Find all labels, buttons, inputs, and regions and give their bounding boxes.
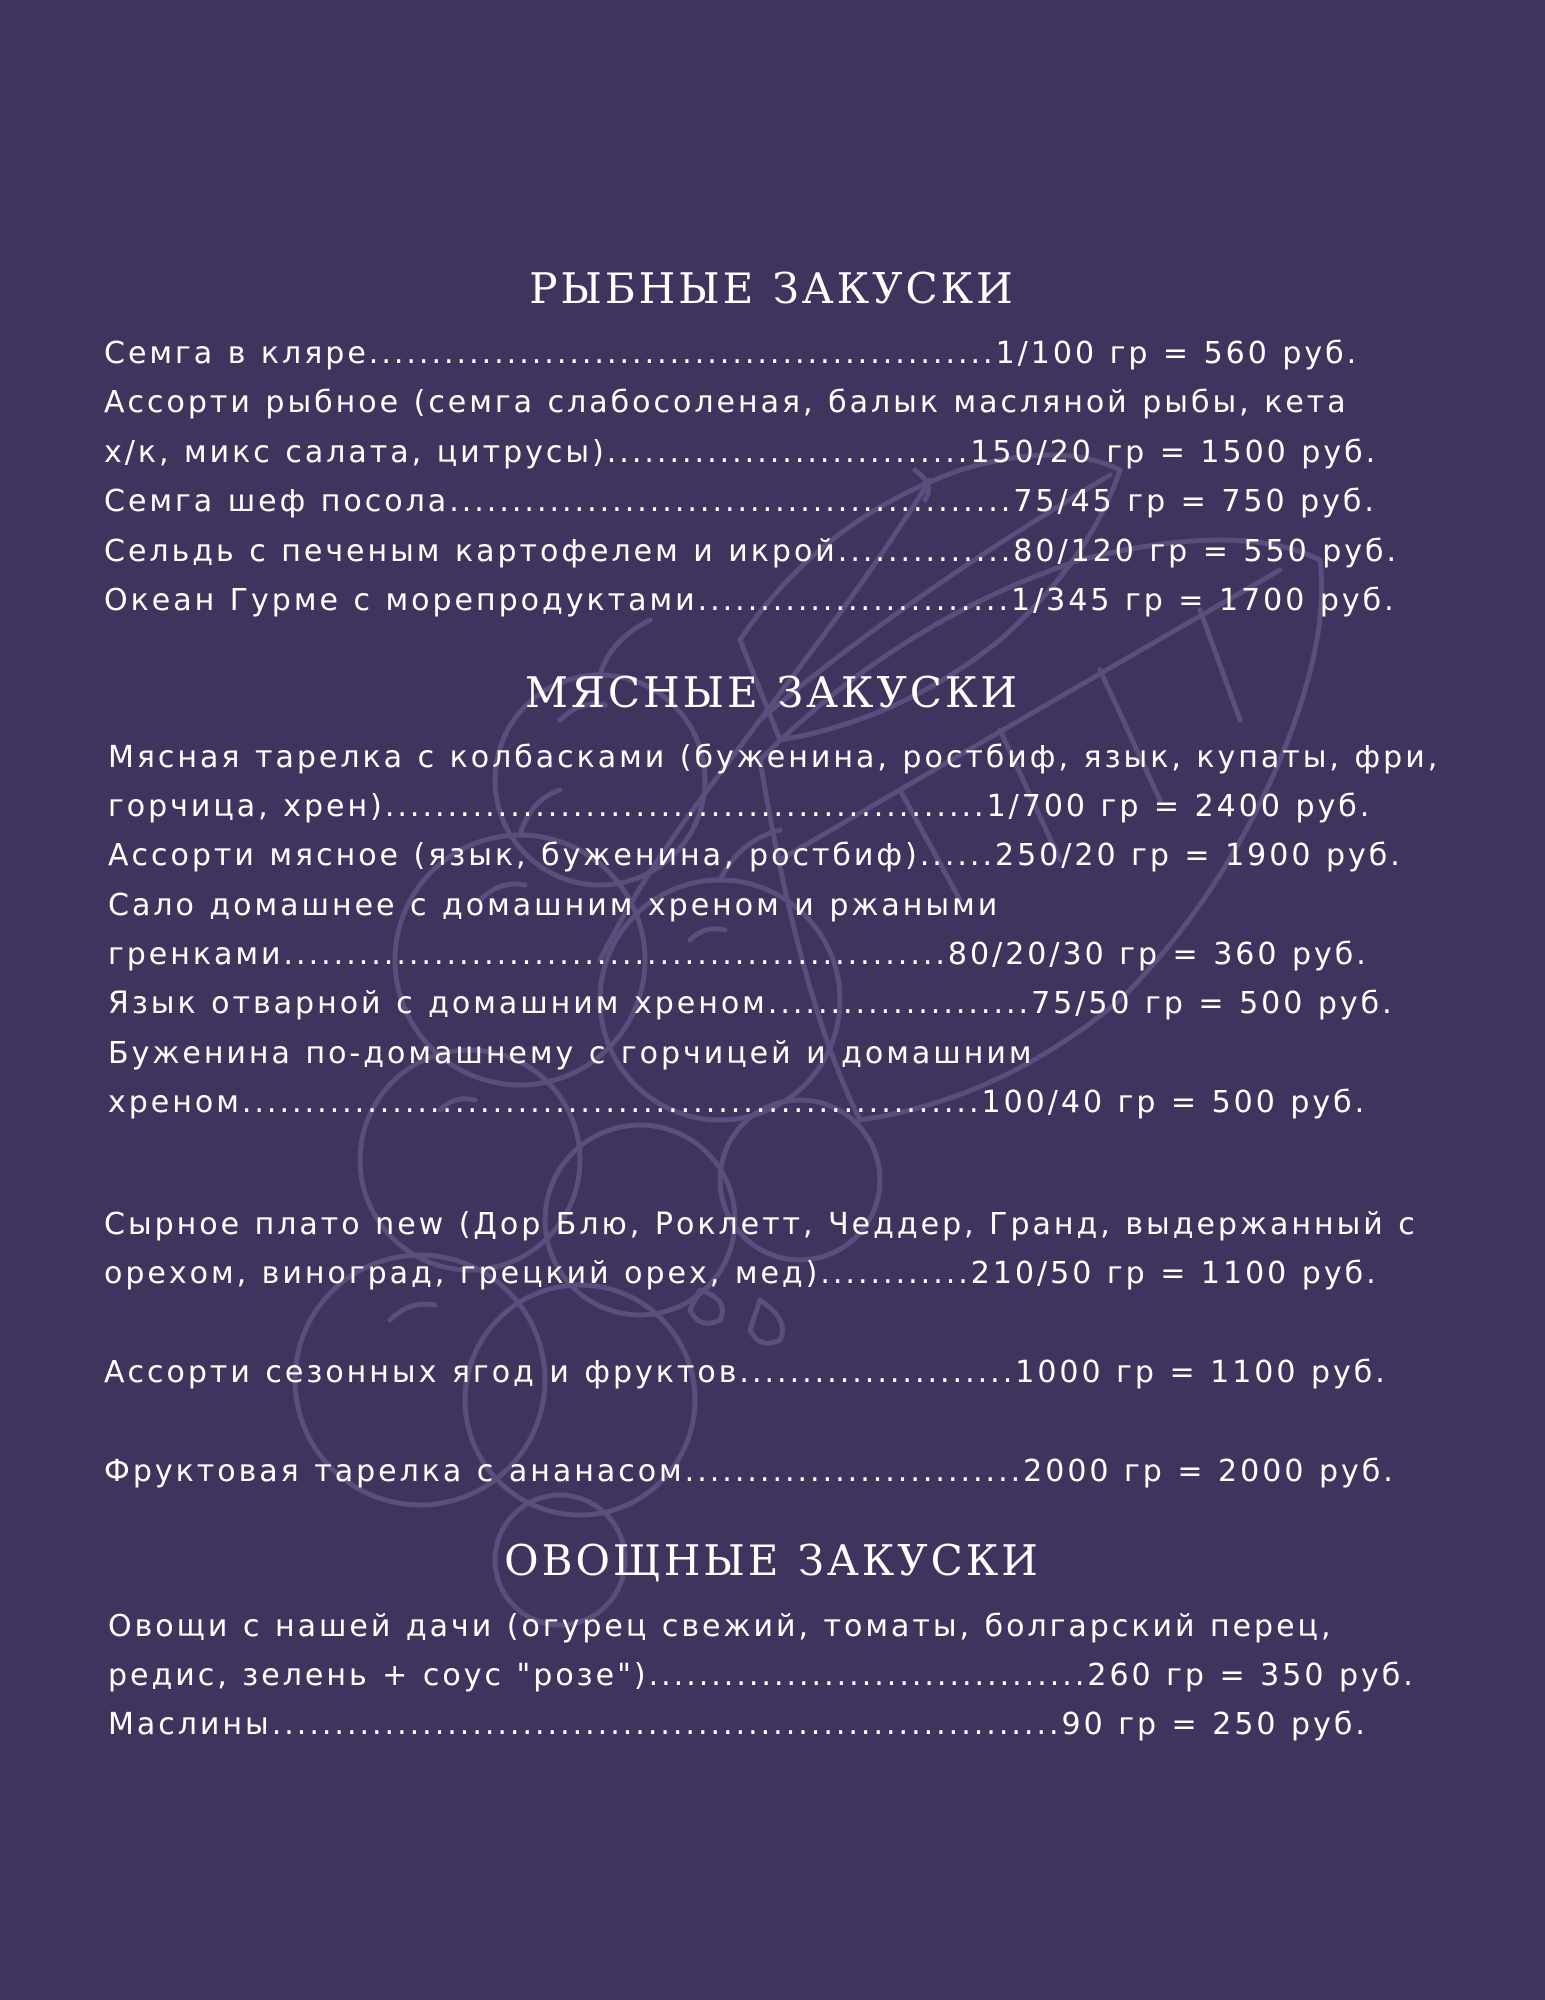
menu-line: Семга шеф посола.............................................75/45 гр = 750 руб. [104,484,1377,519]
menu-line: Фруктовая тарелка с ананасом...........................2000 гр = 2000 руб. [104,1454,1396,1489]
menu-line: Маслины...............................................................90 гр = 250 руб. [108,1707,1368,1742]
menu-line: Ассорти рыбное (семга слабосоленая, балык масляной рыбы, кета [104,385,1349,420]
section-title-vegetable: ОВОЩНЫЕ ЗАКУСКИ [504,1536,1041,1585]
menu-line: редис, зелень + соус "розе")...................................260 гр = 350 руб. [108,1658,1416,1693]
menu-line: Сало домашнее с домашним хреном и ржаными [108,888,1001,923]
menu-line: Овощи с нашей дачи (огурец свежий, томаты, болгарский перец, [108,1609,1334,1644]
menu-line: Ассорти мясное (язык, буженина, ростбиф)......250/20 гр = 1900 руб. [108,838,1403,873]
menu-line: Мясная тарелка с колбасками (буженина, ростбиф, язык, купаты, фри, [108,740,1441,775]
menu-line: Океан Гурме с морепродуктами.........................1/345 гр = 1700 руб. [104,583,1397,618]
menu-line: Буженина по-домашнему с горчицей и домашним [108,1036,1035,1071]
menu-line: Сырное плато new (Дор Блю, Роклетт, Чеддер, Гранд, выдержанный с [104,1207,1418,1242]
menu-line: Язык отварной с домашним хреном.....................75/50 гр = 500 руб. [108,986,1395,1021]
menu-line: х/к, микс салата, цитрусы).............................150/20 гр = 1500 руб. [104,435,1379,470]
menu-line: орехом, виноград, грецкий орех, мед)............210/50 гр = 1100 руб. [104,1256,1379,1291]
menu-line: Ассорти сезонных ягод и фруктов......................1000 гр = 1100 руб. [104,1355,1388,1390]
menu-line: Семга в кляре..................................................1/100 гр = 560 руб. [104,336,1360,371]
menu-line: горчица, хрен)................................................1/700 гр = 2400 руб. [108,789,1373,824]
menu-line: гренками.....................................................80/20/30 гр = 360 руб. [108,937,1369,972]
section-title-fish: РЫБНЫЕ ЗАКУСКИ [529,264,1016,313]
section-title-meat: МЯСНЫЕ ЗАКУСКИ [524,668,1021,717]
menu-line: хреном...........................................................100/40 гр = 500 руб. [108,1085,1368,1120]
menu-line: Сельдь с печеным картофелем и икрой..............80/120 гр = 550 руб. [104,534,1400,569]
